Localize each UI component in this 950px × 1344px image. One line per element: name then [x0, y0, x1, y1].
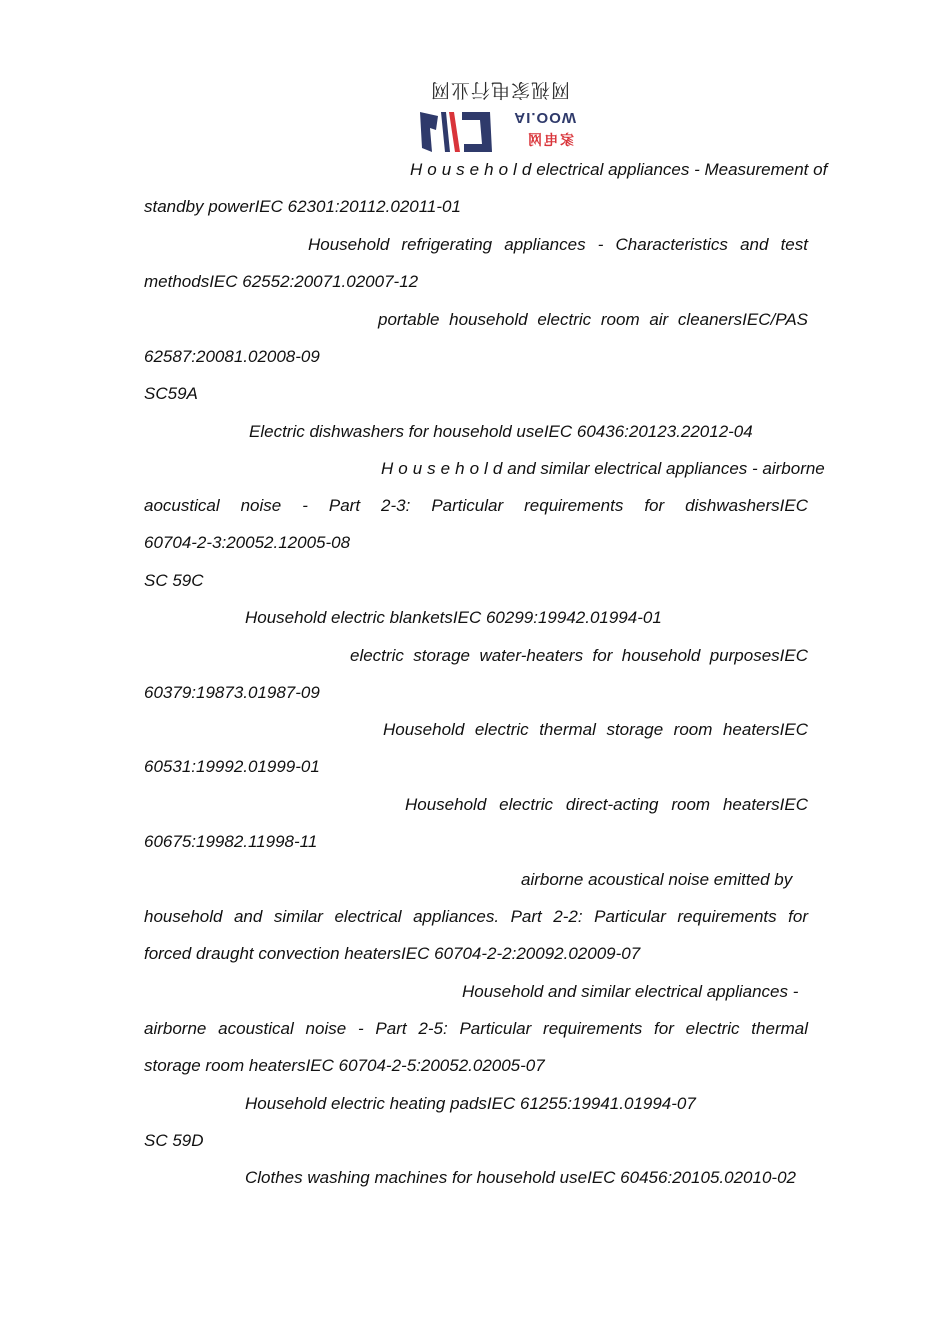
entry-2-first-line: Household refrigerating appliances - Characteristics and test: [308, 235, 808, 254]
site-logo: [418, 78, 582, 156]
entry-6-first-line: Household electric blanketsIEC 60299:19942.01994-01: [245, 608, 662, 627]
entry-10-first-line: airborne acoustical noise emitted by: [521, 870, 793, 889]
entry-13-first-line: Clothes washing machines for household useIEC 60456:20105.02010-02: [245, 1168, 796, 1187]
entry-12-first-line: Household electric heating padsIEC 61255:19941.01994-07: [245, 1094, 696, 1113]
section-heading-sc59c: SC 59C: [144, 571, 204, 590]
entry-10-continuation-2: forced draught convection heatersIEC 60704-2-2:20092.02009-07: [144, 944, 641, 963]
entry-2-continuation: methodsIEC 62552:20071.02007-12: [144, 272, 419, 291]
entry-11-continuation-2: storage room heatersIEC 60704-2-5:20052.02005-07: [144, 1056, 545, 1075]
logo-chinese-subtitle: 家电网: [526, 133, 574, 149]
entry-7-continuation: 60379:19873.01987-09: [144, 683, 320, 702]
entry-1-prefix: Household: [410, 160, 537, 179]
entry-5-continuation-2: 60704-2-3:20052.12005-08: [144, 533, 351, 552]
entry-9-continuation: 60675:19982.11998-11: [144, 832, 318, 851]
entry-1-rest: electrical appliances - Measurement of: [536, 160, 828, 179]
entry-8-continuation: 60531:19992.01999-01: [144, 757, 320, 776]
entry-9-first-line: Household electric direct-acting room heatersIEC: [405, 795, 808, 814]
logo-domain-text: WOO.IA: [513, 109, 576, 126]
entry-3-first-line: portable household electric room air cleanersIEC/PAS: [378, 310, 808, 329]
section-heading-sc59a: SC59A: [144, 384, 198, 403]
section-heading-sc59d: SC 59D: [144, 1131, 204, 1150]
entry-5-first-line: [381, 458, 825, 480]
logo-mark: [418, 108, 582, 154]
entry-11-continuation: airborne acoustical noise - Part 2-5: Particular requirements for electric thermal: [144, 1019, 808, 1038]
entry-1-continuation: standby powerIEC 62301:20112.02011-01: [144, 197, 461, 216]
entry-4-first-line: Electric dishwashers for household useIEC 60436:20123.22012-04: [249, 422, 753, 441]
entry-7-first-line: electric storage water-heaters for household purposesIEC: [350, 646, 808, 665]
entry-5-rest: and similar electrical appliances - airborne: [507, 459, 825, 478]
entry-10-continuation: household and similar electrical appliances. Part 2-2: Particular requirements for: [144, 907, 808, 926]
entry-5-continuation: aocustical noise - Part 2-3: Particular requirements for dishwashersIEC: [144, 496, 808, 515]
entry-3-continuation: 62587:20081.02008-09: [144, 347, 320, 366]
entry-1-first-line: [410, 159, 827, 181]
entry-8-first-line: Household electric thermal storage room heatersIEC: [383, 720, 808, 739]
logo-chinese-title: 网视家电行业网: [430, 79, 571, 101]
entry-11-first-line: Household and similar electrical appliances -: [462, 982, 799, 1001]
entry-5-prefix: Household: [381, 459, 508, 478]
